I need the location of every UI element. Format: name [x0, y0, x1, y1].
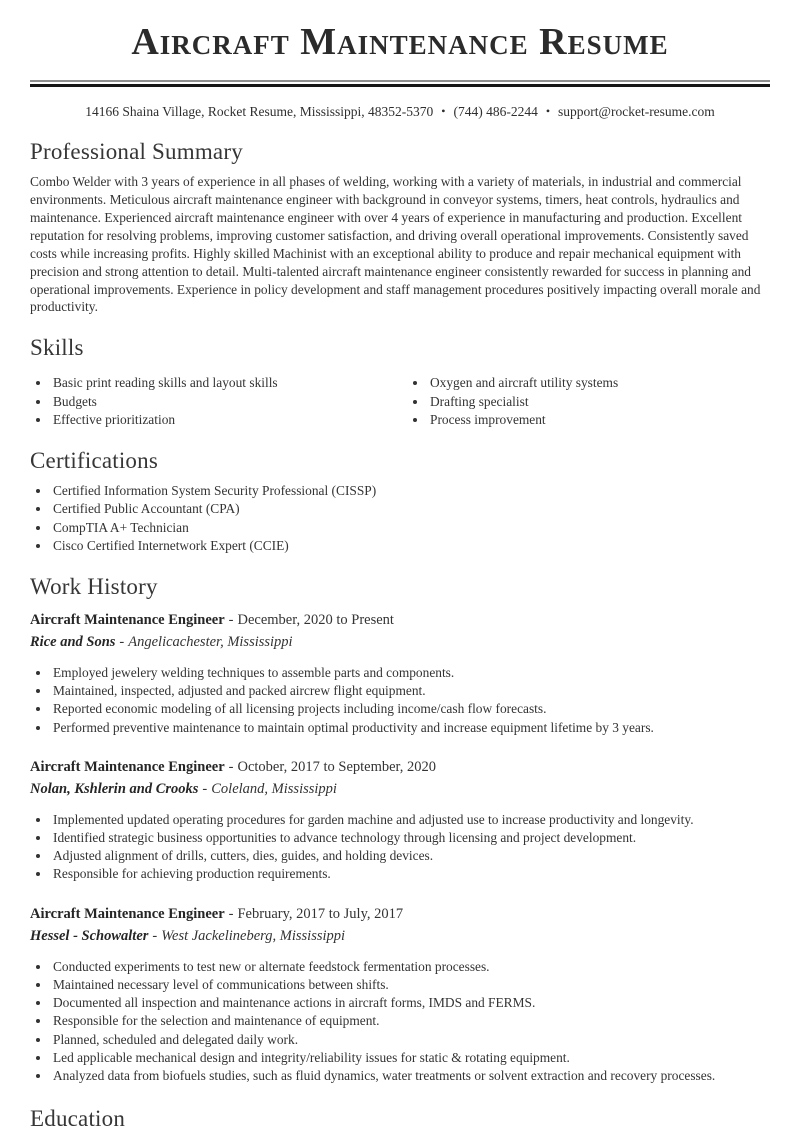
job-title-line: [30, 612, 770, 629]
job-dates: February, 2017 to July, 2017: [237, 905, 404, 922]
section-education: [30, 1106, 770, 1132]
job-duty: • Maintained, inspected, adjusted and packed aircrew flight equipment.: [51, 682, 770, 700]
certification-item: • CompTIA A+ Technician: [51, 519, 770, 537]
contact-email: support@rocket-resume.com: [558, 103, 715, 119]
job-duty: • Maintained necessary level of communications between shifts.: [51, 976, 770, 994]
job-duty: • Employed jewelery welding techniques to assemble parts and components.: [51, 664, 770, 682]
job-duty: • Adjusted alignment of drills, cutters, dies, guides, and holding devices.: [51, 847, 770, 865]
resume-header: [30, 22, 770, 120]
dash-separator: -: [152, 927, 158, 944]
job-title: Aircraft Maintenance Engineer: [30, 611, 225, 628]
skills-column-right: [407, 374, 770, 429]
job-title-line: [30, 759, 770, 776]
job-dates: December, 2020 to Present: [237, 611, 394, 628]
job-location: West Jackelineberg, Mississippi: [161, 927, 346, 944]
contact-address: 14166 Shaina Village, Rocket Resume, Mississippi, 48352-5370: [85, 103, 434, 119]
section-certifications: [30, 448, 770, 555]
job-duties-list: [30, 811, 770, 884]
certification-item: • Cisco Certified Internetwork Expert (CCIE): [51, 537, 770, 555]
dash-separator: -: [228, 611, 234, 628]
job-duty: • Identified strategic business opportunities to advance technology through licensing and project development.: [51, 829, 770, 847]
job-title-line: [30, 906, 770, 923]
summary-heading: Professional Summary: [30, 138, 243, 164]
job-company: Nolan, Kshlerin and Crooks: [30, 780, 199, 797]
job-duty: • Led applicable mechanical design and integrity/reliability issues for static & rotating equipment.: [51, 1049, 770, 1067]
job-duty: • Analyzed data from biofuels studies, such as fluid dynamics, water treatments or solvent extraction and recovery processes.: [51, 1067, 770, 1085]
dash-separator: -: [228, 758, 234, 775]
job-entry: [30, 759, 770, 884]
job-duty: • Conducted experiments to test new or alternate feedstock fermentation processes.: [51, 958, 770, 976]
certifications-heading: Certifications: [30, 448, 158, 474]
contact-phone: (744) 486-2244: [453, 103, 538, 119]
job-duty: • Implemented updated operating procedures for garden machine and adjusted use to increase productivity and longevity.: [51, 811, 770, 829]
skill-item: • Effective prioritization: [51, 411, 393, 429]
certification-item: • Certified Information System Security Professional (CISSP): [51, 482, 770, 500]
job-entry: [30, 906, 770, 1086]
skill-item: • Oxygen and aircraft utility systems: [428, 374, 770, 392]
skills-heading: Skills: [30, 335, 84, 361]
job-duty: • Reported economic modeling of all licensing projects including income/cash flow forecasts.: [51, 700, 770, 718]
job-duty: • Documented all inspection and maintenance actions in aircraft forms, IMDS and FERMS.: [51, 994, 770, 1012]
job-company-line: [30, 781, 770, 798]
work-history-jobs: [30, 612, 770, 1085]
dash-separator: -: [119, 633, 125, 650]
job-duty: • Responsible for achieving production requirements.: [51, 865, 770, 883]
job-duties-list: [30, 664, 770, 737]
dash-separator: -: [202, 780, 208, 797]
dash-separator: -: [228, 905, 234, 922]
skill-item: • Budgets: [51, 393, 393, 411]
job-entry: [30, 612, 770, 737]
skill-item: • Process improvement: [428, 411, 770, 429]
job-duties-list: [30, 958, 770, 1086]
certification-item: • Certified Public Accountant (CPA): [51, 500, 770, 518]
job-location: Angelicachester, Mississippi: [128, 633, 293, 650]
skill-item: • Drafting specialist: [428, 393, 770, 411]
job-title: Aircraft Maintenance Engineer: [30, 758, 225, 775]
contact-separator: •: [545, 103, 551, 118]
section-professional-summary: [30, 139, 770, 317]
skills-columns: [30, 369, 770, 429]
certifications-list: [30, 482, 770, 555]
job-company-line: [30, 634, 770, 651]
section-work-history: [30, 574, 770, 1085]
job-dates: October, 2017 to September, 2020: [237, 758, 437, 775]
job-location: Coleland, Mississippi: [211, 780, 337, 797]
work-history-heading: Work History: [30, 573, 158, 599]
skills-column-left: [30, 374, 393, 429]
contact-separator: •: [441, 103, 446, 118]
skill-item: • Basic print reading skills and layout skills: [51, 374, 393, 392]
job-company: Hessel - Schowalter: [30, 927, 149, 944]
contact-line: [30, 104, 770, 120]
header-divider: [30, 80, 770, 87]
job-duty: • Responsible for the selection and maintenance of equipment.: [51, 1012, 770, 1030]
education-heading: Education: [30, 1106, 126, 1132]
section-skills: [30, 335, 770, 429]
summary-paragraph: Combo Welder with 3 years of experience in all phases of welding, working with a variety of materials, in industrial and commercial environments. Meticulous aircraft maintenance engineer with background in conveyor systems, timers, heat controls, hydraulics and maintenance. Experienced aircraft maintenance engineer with over 4 years of experience in manufacturing and production. Excellent reputation for resolving problems, improving customer satisfaction, and driving overall operational improvements. Consistently saved costs while increasing profits. Highly skilled Machinist with an exceptional ability to produce and repair mechanical equipment with precision and strong attention to detail. Multi-talented aircraft maintenance engineer consistently rewarded for success in planning and operational improvements. Experience in policy development and staff management procedures positively impacting overall morale and productivity.: [30, 173, 761, 315]
job-company: Rice and Sons: [30, 633, 116, 650]
job-duty: • Performed preventive maintenance to maintain optimal productivity and increase equipment lifetime by 3 years.: [51, 719, 770, 737]
job-company-line: [30, 928, 770, 945]
job-title: Aircraft Maintenance Engineer: [30, 905, 225, 922]
job-duty: • Planned, scheduled and delegated daily work.: [51, 1031, 770, 1049]
page-title: Aircraft Maintenance Resume: [131, 21, 669, 63]
